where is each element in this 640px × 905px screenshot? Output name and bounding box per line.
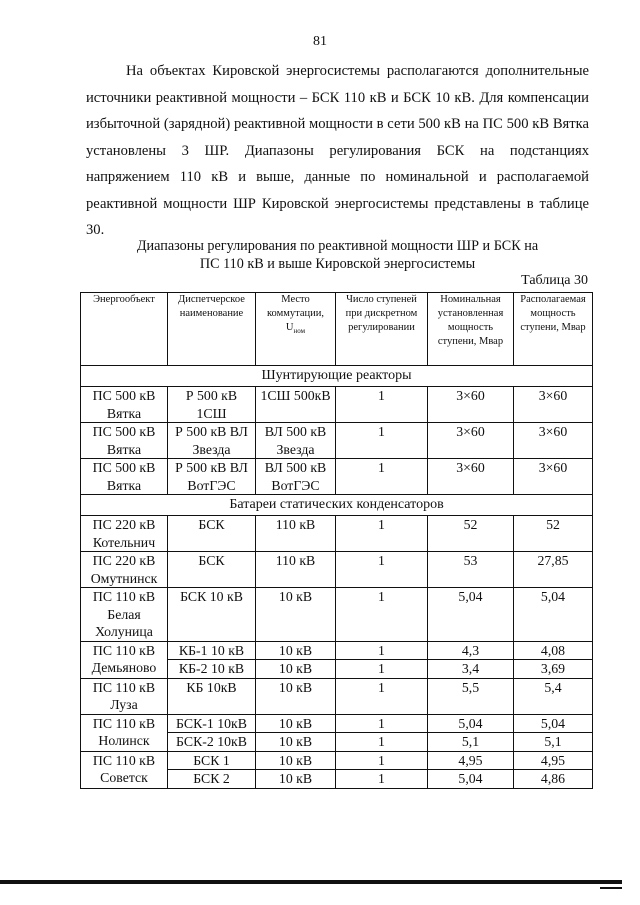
scan-edge-mark (600, 887, 622, 889)
table-row (81, 516, 593, 552)
cell-steps: 1 (336, 770, 428, 789)
cell-steps: 1 (336, 423, 428, 459)
cell-available: 3×60 (514, 387, 593, 423)
table-row (81, 641, 593, 660)
table-row (81, 423, 593, 459)
table-row (81, 387, 593, 423)
reactive-power-table (80, 292, 593, 789)
cell-place: 10 кВ (256, 660, 336, 679)
cell-name: БСК 10 кВ (168, 588, 256, 642)
section-title-capacitors: Батареи статических конденсаторов (81, 495, 593, 516)
cell-nominal: 3×60 (428, 387, 514, 423)
cell-nominal: 53 (428, 552, 514, 588)
cell-available: 4,08 (514, 641, 593, 660)
caption-line-2: ПС 110 кВ и выше Кировской энергосистемы (199, 256, 476, 272)
cell-object: ПС 220 кВ Котельнич (81, 516, 168, 552)
cell-steps: 1 (336, 751, 428, 770)
cell-name: БСК (168, 552, 256, 588)
cell-place: 110 кВ (256, 552, 336, 588)
cell-steps: 1 (336, 714, 428, 733)
cell-place: ВЛ 500 кВ Звезда (256, 423, 336, 459)
cell-place: 10 кВ (256, 751, 336, 770)
table-row (81, 714, 593, 733)
cell-object: ПС 110 кВ Нолинск (81, 714, 168, 751)
cell-available: 4,95 (514, 751, 593, 770)
header-commutation-place (256, 293, 336, 366)
cell-available: 52 (514, 516, 593, 552)
cell-place: 10 кВ (256, 641, 336, 660)
cell-name: Р 500 кВ 1СШ (168, 387, 256, 423)
cell-steps: 1 (336, 552, 428, 588)
cell-available: 27,85 (514, 552, 593, 588)
cell-nominal: 3×60 (428, 459, 514, 495)
table-row (81, 751, 593, 770)
cell-available: 5,4 (514, 678, 593, 714)
table-header-row (81, 293, 593, 366)
cell-available: 3×60 (514, 459, 593, 495)
cell-place: 110 кВ (256, 516, 336, 552)
header-commutation-subscript: ном (293, 327, 306, 336)
cell-object: ПС 110 кВ Луза (81, 678, 168, 714)
header-energy-object: Энергообъект (81, 293, 168, 366)
cell-name: БСК-2 10кВ (168, 733, 256, 752)
cell-name: БСК-1 10кВ (168, 714, 256, 733)
cell-object: ПС 110 кВ Советск (81, 751, 168, 788)
table-label: Таблица 30 (521, 273, 588, 288)
cell-nominal: 3,4 (428, 660, 514, 679)
cell-nominal: 5,04 (428, 770, 514, 789)
cell-nominal: 5,04 (428, 588, 514, 642)
cell-object: ПС 500 кВ Вятка (81, 387, 168, 423)
cell-nominal: 3×60 (428, 423, 514, 459)
cell-place: 1СШ 500кВ (256, 387, 336, 423)
cell-nominal: 5,1 (428, 733, 514, 752)
cell-steps: 1 (336, 641, 428, 660)
cell-steps: 1 (336, 678, 428, 714)
cell-place: 10 кВ (256, 714, 336, 733)
cell-place: 10 кВ (256, 770, 336, 789)
cell-name: БСК 2 (168, 770, 256, 789)
cell-steps: 1 (336, 733, 428, 752)
cell-name: БСК 1 (168, 751, 256, 770)
cell-name: КБ 10кВ (168, 678, 256, 714)
cell-available: 3,69 (514, 660, 593, 679)
cell-name: БСК (168, 516, 256, 552)
cell-steps: 1 (336, 588, 428, 642)
cell-nominal: 52 (428, 516, 514, 552)
table-row (81, 678, 593, 714)
cell-nominal: 5,04 (428, 714, 514, 733)
table-caption (86, 237, 589, 273)
cell-steps: 1 (336, 387, 428, 423)
cell-place: 10 кВ (256, 678, 336, 714)
body-paragraph: На объектах Кировской энергосистемы располагаются дополнительные источники реактивной мощности – БСК 110 кВ и БСК 10 кВ. Для компенсации избыточной (зарядной) реактивной мощности в сети 500 кВ на ПС 500 кВ Вятка установлены 3 ШР. Диапазоны регулирования БСК на подстанциях напряжением 110 кВ и выше, данные по номинальной и располагаемой реактивной мощности ШР Кировской энергосистемы представлены в таблице 30. (86, 63, 589, 238)
cell-nominal: 4,3 (428, 641, 514, 660)
cell-available: 5,04 (514, 714, 593, 733)
cell-name: КБ-2 10 кВ (168, 660, 256, 679)
cell-object: ПС 500 кВ Вятка (81, 459, 168, 495)
cell-name: КБ-1 10 кВ (168, 641, 256, 660)
table-row (81, 552, 593, 588)
cell-available: 4,86 (514, 770, 593, 789)
cell-object: ПС 500 кВ Вятка (81, 423, 168, 459)
section-title-reactors: Шунтирующие реакторы (81, 366, 593, 387)
cell-place: 10 кВ (256, 733, 336, 752)
cell-available: 3×60 (514, 423, 593, 459)
section-row-capacitors (81, 495, 593, 516)
header-available-power: Располагаемая мощность ступени, Мвар (514, 293, 593, 366)
header-nominal-power: Номинальная установленная мощность ступени, Мвар (428, 293, 514, 366)
page-number: 81 (313, 34, 327, 49)
cell-name: Р 500 кВ ВЛ Звезда (168, 423, 256, 459)
section-row-reactors (81, 366, 593, 387)
scan-edge-bar (0, 880, 622, 884)
header-steps: Число ступеней при дискретном регулировании (336, 293, 428, 366)
cell-object: ПС 220 кВ Омутнинск (81, 552, 168, 588)
cell-nominal: 5,5 (428, 678, 514, 714)
cell-steps: 1 (336, 660, 428, 679)
cell-available: 5,04 (514, 588, 593, 642)
cell-steps: 1 (336, 516, 428, 552)
table-row (81, 459, 593, 495)
cell-steps: 1 (336, 459, 428, 495)
cell-nominal: 4,95 (428, 751, 514, 770)
header-dispatch-name: Диспетчерское наименование (168, 293, 256, 366)
table-row (81, 588, 593, 642)
cell-available: 5,1 (514, 733, 593, 752)
cell-object: ПС 110 кВ Демьяново (81, 641, 168, 678)
cell-object: ПС 110 кВ Белая Холуница (81, 588, 168, 642)
cell-place: 10 кВ (256, 588, 336, 642)
header-commutation-text: Место коммутации, U (266, 294, 325, 333)
cell-name: Р 500 кВ ВЛ ВотГЭС (168, 459, 256, 495)
cell-place: ВЛ 500 кВ ВотГЭС (256, 459, 336, 495)
caption-line-1: Диапазоны регулирования по реактивной мощности ШР и БСК на (136, 238, 539, 254)
